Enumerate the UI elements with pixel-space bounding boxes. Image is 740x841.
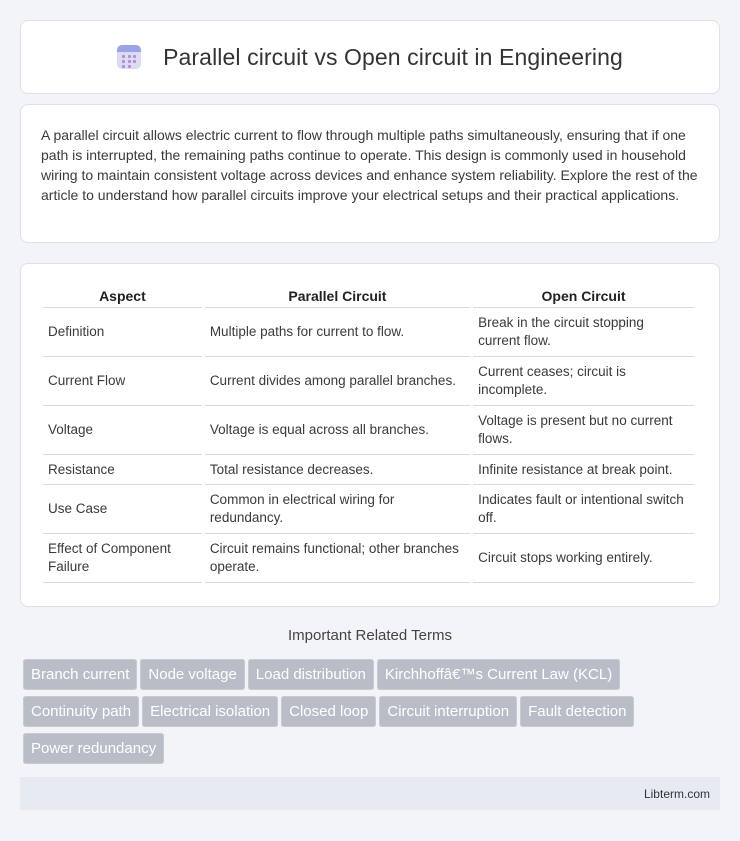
table-cell: Current ceases; circuit is incomplete. [473,357,694,406]
column-header-aspect: Aspect [43,284,202,308]
term-tag[interactable]: Fault detection [520,696,634,727]
table-row [43,455,694,485]
table-cell: Current Flow [43,357,202,406]
table-cell: Resistance [43,455,202,485]
comparison-table-card [20,263,720,607]
term-tag[interactable]: Node voltage [140,659,244,690]
term-tag[interactable]: Kirchhoffâ€™s Current Law (KCL) [377,659,620,690]
table-cell: Infinite resistance at break point. [473,455,694,485]
table-cell: Definition [43,308,202,357]
page-title: Parallel circuit vs Open circuit in Engineering [163,43,623,70]
table-cell: Common in electrical wiring for redundancy. [205,485,470,534]
table-cell: Voltage is equal across all branches. [205,406,470,455]
table-cell: Effect of Component Failure [43,534,202,583]
comparison-table [40,284,697,583]
table-cell: Circuit stops working entirely. [473,534,694,583]
header-card [20,20,720,94]
term-tag[interactable]: Load distribution [248,659,374,690]
related-terms-title: Important Related Terms [288,627,452,644]
table-row [43,534,694,583]
term-tag[interactable]: Power redundancy [23,733,164,764]
table-cell: Voltage is present but no current flows. [473,406,694,455]
footer [20,777,720,810]
intro-paragraph: A parallel circuit allows electric current to flow through multiple paths simultaneously, ensuring that if one path is interrupted, the remaining paths continue to operate. This design is commonly used in household wiring to maintain consistent voltage across devices and enhance system reliability. Explore the rest of the article to understand how parallel circuits improve your electrical setups and their practical applications. [41,127,698,203]
related-terms-list [23,659,703,770]
column-header-open: Open Circuit [473,284,694,308]
table-row [43,357,694,406]
table-header-row [43,284,694,308]
table-row [43,485,694,534]
calendar-icon [117,45,141,69]
table-cell: Indicates fault or intentional switch off. [473,485,694,534]
table-row [43,308,694,357]
intro-card [20,104,720,243]
term-tag[interactable]: Continuity path [23,696,139,727]
table-cell: Use Case [43,485,202,534]
column-header-parallel: Parallel Circuit [205,284,470,308]
table-cell: Total resistance decreases. [205,455,470,485]
term-tag[interactable]: Closed loop [281,696,376,727]
term-tag[interactable]: Branch current [23,659,137,690]
table-cell: Break in the circuit stopping current flow. [473,308,694,357]
term-tag[interactable]: Electrical isolation [142,696,278,727]
footer-site-link[interactable]: Libterm.com [643,786,710,801]
table-cell: Multiple paths for current to flow. [205,308,470,357]
table-row [43,406,694,455]
table-cell: Circuit remains functional; other branches operate. [205,534,470,583]
term-tag[interactable]: Circuit interruption [379,696,517,727]
table-cell: Current divides among parallel branches. [205,357,470,406]
table-cell: Voltage [43,406,202,455]
